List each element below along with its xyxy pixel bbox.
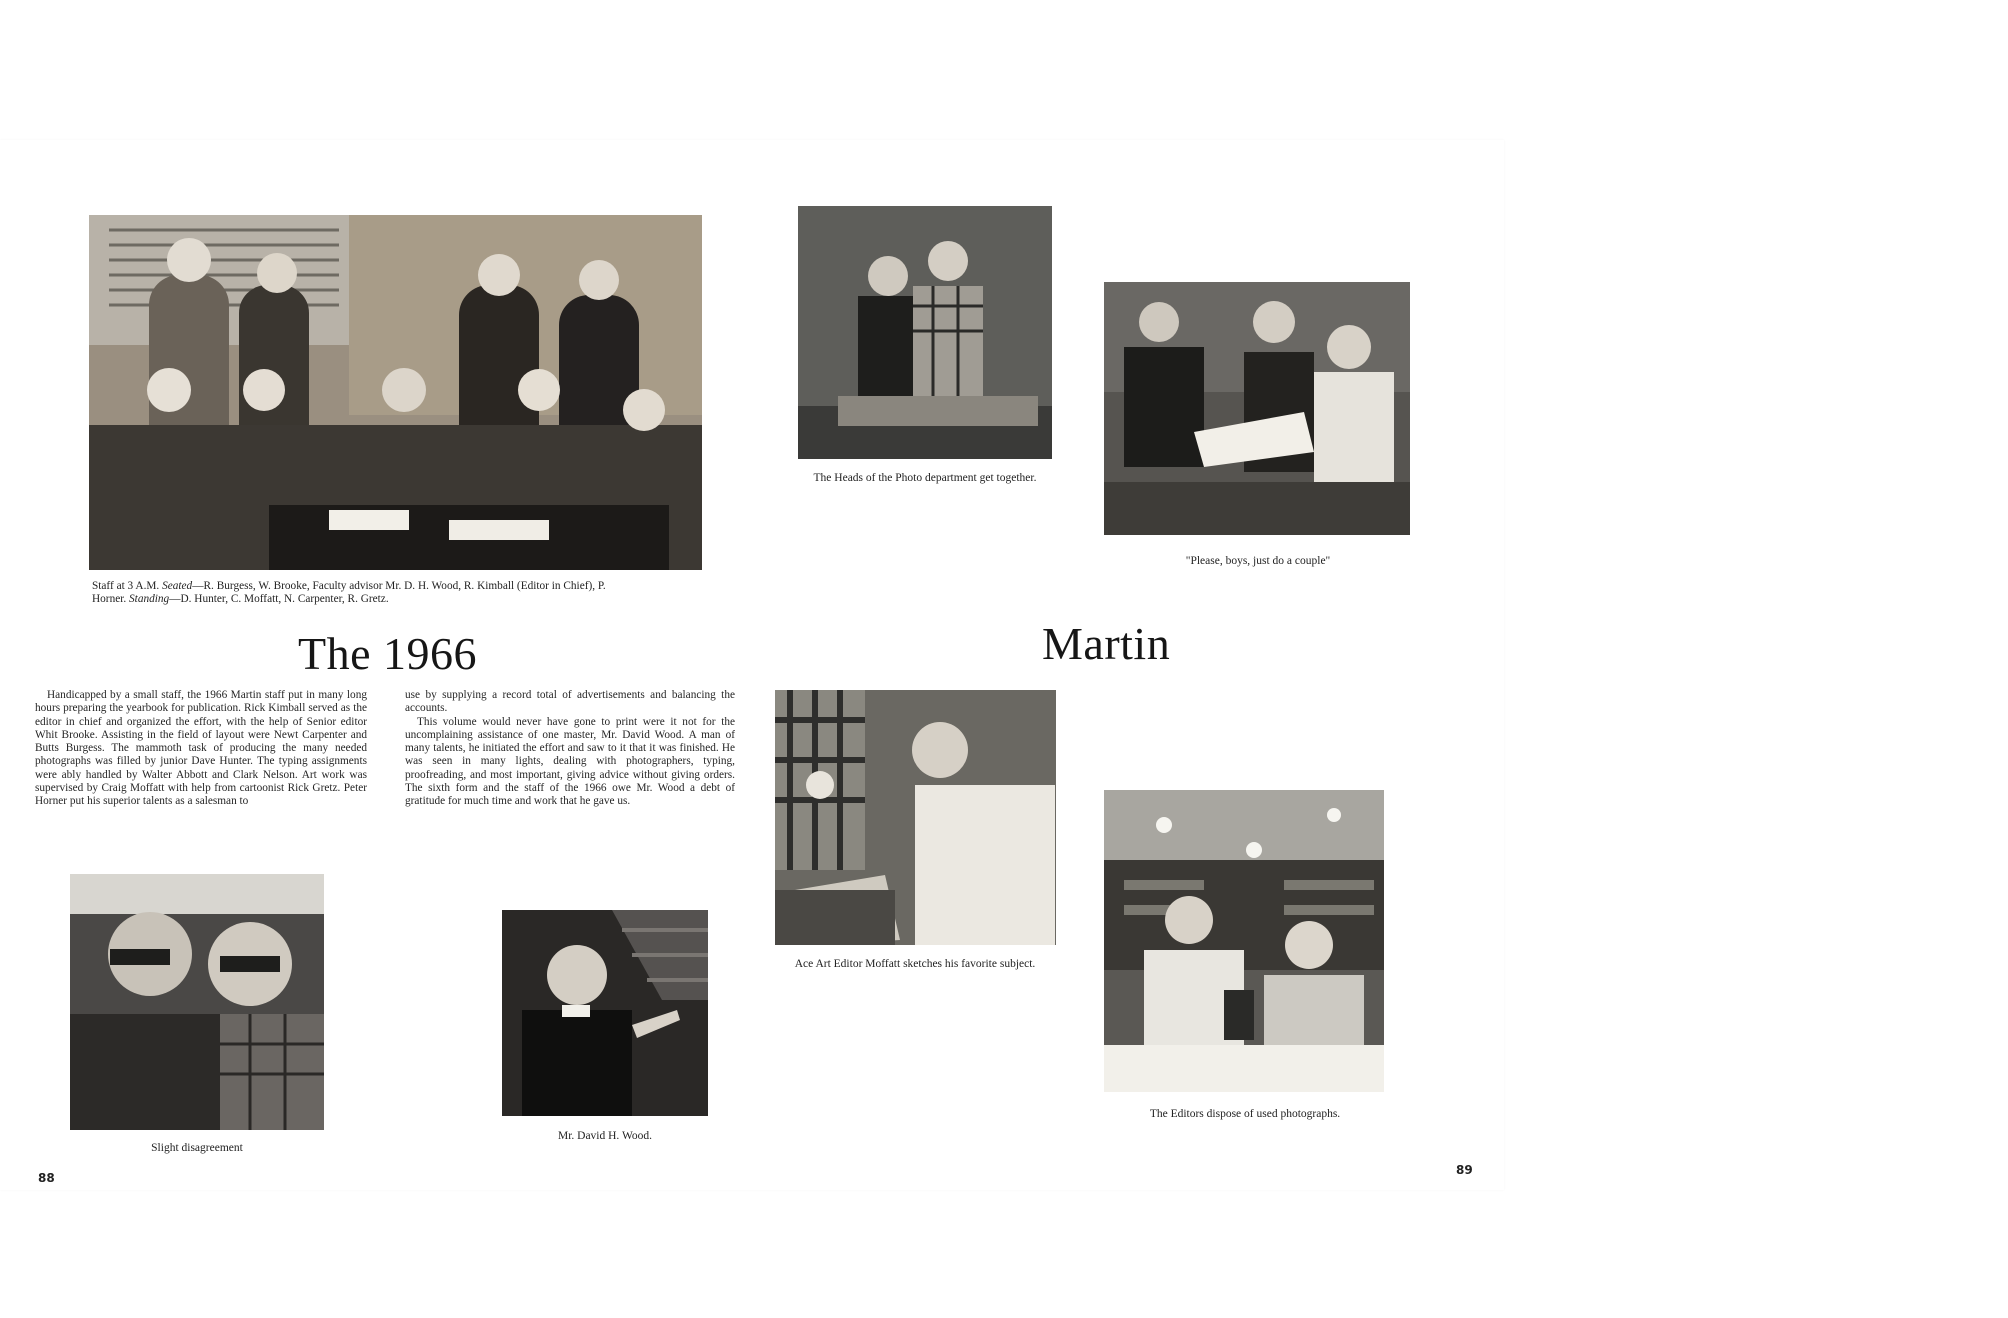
staff-caption-seated: Seated [162, 580, 193, 592]
editors-dispose-photo [1104, 790, 1384, 1092]
staff-caption-line1-b: —R. Burgess, W. Brooke, Faculty advisor Mr. D. H. Wood, R. Kimball (Editor in Chief), P. [192, 580, 606, 592]
ace-art-editor-caption: Ace Art Editor Moffatt sketches his favorite subject. [794, 958, 1036, 970]
page-number-right: 89 [1456, 1163, 1473, 1177]
staff-caption-line2-b: —D. Hunter, C. Moffatt, N. Carpenter, R. Gretz. [169, 592, 389, 605]
staff-caption-line2-a: Horner. [92, 592, 130, 605]
editors-dispose-caption: The Editors dispose of used photographs. [1149, 1108, 1341, 1120]
title-left: The 1966 [298, 628, 478, 679]
mr-wood-photo [502, 910, 708, 1116]
slight-disagreement-photo [70, 874, 324, 1130]
body-column-2 [405, 689, 735, 809]
staff-photo-caption [92, 580, 704, 605]
staff-caption-standing: Standing [129, 592, 170, 605]
please-boys-photo [1104, 282, 1410, 535]
body-column-1-paragraph: Handicapped by a small staff, the 1966 Martin staff put in many long hours preparing the yearbook for publication. Rick Kimball served as the editor in chief and organized the effort, with the help of Senior editor Whit Brooke. Assisting in the field of layout were Newt Carpenter and Butts Burgess. The mammoth task of producing the many needed photographs was filled by junior Dave Hunter. The typing assignments were ably handled by Walter Abbott and Clark Nelson. Art work was supervised by Craig Moffatt with help from cartoonist Rick Gretz. Peter Horner put his superior talents as a salesman to [35, 689, 367, 808]
photo-department-heads-caption: The Heads of the Photo department get together. [813, 472, 1037, 484]
slight-disagreement-caption: Slight disagreement [151, 1142, 243, 1154]
staff-caption-line1-a: Staff at 3 A.M. [92, 580, 163, 592]
staff-group-photo [89, 215, 702, 570]
mr-wood-caption: Mr. David H. Wood. [557, 1130, 653, 1142]
photo-department-heads-photo [798, 206, 1052, 459]
yearbook-spread [0, 140, 1504, 1190]
page-number-left: 88 [38, 1171, 55, 1185]
body-column-2-paragraph-1: use by supplying a record total of advertisements and balancing the accounts. [405, 689, 735, 715]
ace-art-editor-photo [775, 690, 1056, 945]
body-column-2-paragraph-2: This volume would never have gone to print were it not for the uncomplaining assistance of one master, Mr. David Wood. A man of many talents, he initiated the effort and saw to it that it was finished. He was seen in many lights, dealing with photographers, typing, proofreading, and most important, giving advice without giving orders. The sixth form and the staff of the 1966 owe Mr. Wood a debt of gratitude for much time and work that he gave us. [405, 715, 735, 808]
body-column-1 [35, 689, 367, 809]
please-boys-caption: "Please, boys, just do a couple" [1185, 555, 1331, 567]
title-right: Martin [1042, 618, 1171, 669]
